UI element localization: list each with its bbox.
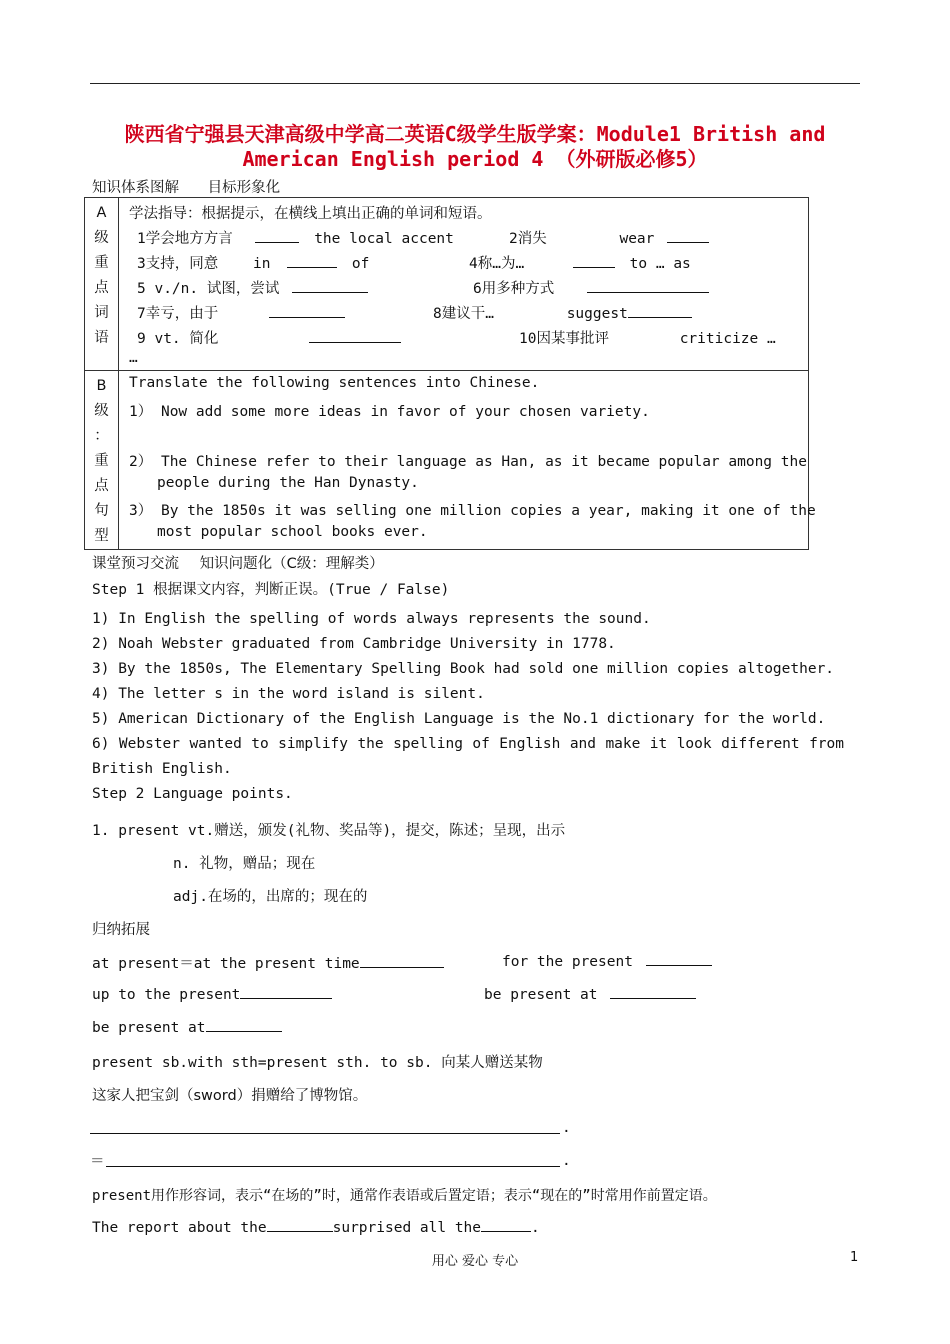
- item-label: 6用多种方式: [473, 281, 555, 297]
- answer-blank[interactable]: [292, 279, 368, 293]
- sentence-2a: 2） The Chinese refer to their language as Han, as it became popular among the: [129, 454, 807, 470]
- point-present-adj: adj.在场的，出席的；现在的: [173, 889, 368, 905]
- sentence-1: 1） Now add some more ideas in favor of your chosen variety.: [129, 404, 650, 420]
- vocab-item-10-cont: …: [129, 350, 138, 366]
- vocab-item-8: [433, 302, 692, 323]
- item-label: 1学会地方方言: [137, 231, 233, 247]
- answer-blank[interactable]: [255, 229, 299, 243]
- answer-blank[interactable]: [269, 304, 345, 318]
- sentence-3b: most popular school books ever.: [157, 524, 428, 540]
- vocab-instruction: 学法指导：根据提示，在横线上填出正确的单词和短语。: [129, 206, 492, 222]
- vocab-item-10: [519, 327, 776, 348]
- list-item: 3) By the 1850s, The Elementary Spelling Book had sold one million copies altogether.: [92, 661, 835, 677]
- side-char: 点: [94, 280, 109, 296]
- row-a-side-label: [85, 198, 119, 371]
- answer-blank[interactable]: [481, 1218, 531, 1232]
- item-label: 5 v./n. 试图，尝试: [137, 281, 280, 297]
- item-label: 10因某事批评: [519, 331, 609, 347]
- step2-heading: Step 2 Language points.: [92, 786, 293, 802]
- sentence-part: The report about the: [92, 1220, 267, 1236]
- point-present-noun: n. 礼物，赠品；现在: [173, 856, 316, 872]
- vocab-item-2: [509, 227, 709, 248]
- phrase-at-present: [92, 952, 444, 973]
- item-hint: of: [351, 256, 370, 272]
- answer-line-2-period: .: [562, 1153, 571, 1169]
- list-item: 4) The letter s in the word island is silent.: [92, 686, 485, 702]
- item-hint: to … as: [629, 256, 691, 272]
- row-b-content: [119, 371, 816, 550]
- title-line-1: 陕西省宁强县天津高级中学高二英语C级学生版学案：Module1 British and: [124, 122, 826, 146]
- phrase-text: up to the present: [92, 987, 241, 1003]
- sentence-instruction: Translate the following sentences into Chinese.: [129, 375, 540, 391]
- phrase-text: be present at: [92, 1020, 206, 1036]
- side-char: 句: [94, 503, 109, 519]
- sentence-part: surprised all the: [332, 1220, 482, 1236]
- item-label: 7幸亏，由于: [137, 306, 219, 322]
- sentence-part: .: [531, 1220, 540, 1236]
- answer-line-2-equals: ＝: [90, 1154, 105, 1170]
- list-item: 6) Webster wanted to simplify the spelling of English and make it look different from: [92, 736, 844, 752]
- item-hint: suggest: [566, 306, 628, 322]
- sentence-3a: 3） By the 1850s it was selling one million copies a year, making it one of the: [129, 503, 816, 519]
- answer-blank[interactable]: [240, 985, 332, 999]
- side-char: A: [96, 205, 107, 221]
- side-char: 词: [94, 305, 109, 321]
- row-b-side-label: [85, 371, 119, 550]
- row-a-content: [119, 198, 809, 371]
- page-title: [90, 122, 860, 172]
- answer-blank[interactable]: [610, 985, 696, 999]
- item-label: 2消失: [509, 231, 547, 247]
- page-footer: 用心 爱心 专心: [431, 1254, 519, 1269]
- answer-blank[interactable]: [309, 329, 401, 343]
- sentence-2b: people during the Han Dynasty.: [157, 475, 419, 491]
- side-char: ：: [94, 428, 109, 444]
- side-char: 重: [94, 453, 109, 469]
- phrase-up-to: [92, 985, 332, 1003]
- side-char: 级: [94, 403, 109, 419]
- table-row-b: [85, 371, 809, 550]
- item-label: 3支持，同意: [137, 256, 219, 272]
- side-char: 语: [94, 330, 109, 346]
- list-item: 1) In English the spelling of words always represents the sound.: [92, 611, 651, 627]
- phrase-be-present-at-1: [484, 985, 696, 1003]
- vocab-item-5: [137, 277, 368, 298]
- answer-blank[interactable]: [646, 952, 712, 966]
- answer-line-1[interactable]: [90, 1133, 560, 1134]
- phrase-text: at present＝at the present time: [92, 956, 360, 972]
- top-rule: [90, 83, 860, 84]
- phrase-text: be present at: [484, 987, 598, 1003]
- item-label: 8建议干…: [433, 306, 494, 322]
- answer-blank[interactable]: [287, 254, 337, 268]
- adjective-usage-note: present用作形容词，表示“在场的”时，通常作表语或后置定语；表示“现在的”时常用作前置定语。: [92, 1188, 717, 1204]
- title-line-2: American English period 4 （外研版必修5）: [242, 147, 708, 171]
- phrase-text: for the present: [502, 954, 633, 970]
- answer-blank[interactable]: [628, 304, 692, 318]
- phrase-be-present-at-2: [92, 1018, 282, 1036]
- item-hint: the local accent: [314, 231, 454, 247]
- translate-prompt: 这家人把宝剑（sword）捐赠给了博物馆。: [92, 1088, 368, 1104]
- section-sub: 知识问题化（C级：理解类）: [199, 556, 384, 572]
- answer-blank[interactable]: [267, 1218, 333, 1232]
- item-hint: criticize …: [679, 331, 776, 347]
- summary-heading: 归纳拓展: [92, 922, 150, 938]
- list-item-cont: British English.: [92, 761, 232, 777]
- list-item: 2) Noah Webster graduated from Cambridge University in 1778.: [92, 636, 616, 652]
- vocab-item-9: [137, 327, 401, 348]
- section-label: 知识体系图解: [92, 180, 179, 196]
- item-label: 4称…为…: [469, 256, 525, 272]
- list-item: 5) American Dictionary of the English Language is the No.1 dictionary for the world.: [92, 711, 826, 727]
- answer-blank[interactable]: [587, 279, 709, 293]
- side-char: 型: [94, 528, 109, 544]
- side-char: 点: [94, 478, 109, 494]
- item-hint: in: [252, 256, 271, 272]
- section-label: 课堂预习交流: [92, 556, 179, 572]
- vocab-item-1: [137, 227, 454, 248]
- vocab-item-4: [469, 252, 691, 273]
- answer-line-1-period: .: [562, 1120, 571, 1136]
- item-hint: wear: [619, 231, 655, 247]
- answer-blank[interactable]: [667, 229, 709, 243]
- answer-blank[interactable]: [573, 254, 615, 268]
- phrase-present-with: present sb.with sth=present sth. to sb. 向某人赠送某物: [92, 1055, 543, 1071]
- page-number: 1: [850, 1250, 859, 1265]
- vocab-item-3: [137, 252, 369, 273]
- point-present: 1. present vt.赠送，颁发(礼物、奖品等)，提交，陈述；呈现，出示: [92, 823, 566, 839]
- vocab-item-7: [137, 302, 345, 323]
- answer-line-2[interactable]: [106, 1166, 560, 1167]
- phrase-for-present: [502, 952, 712, 970]
- vocab-item-6: [473, 277, 709, 298]
- section-knowledge-system: [92, 176, 280, 197]
- section-preview: [92, 552, 384, 573]
- item-label: 9 vt. 简化: [137, 331, 219, 347]
- vocab-table: [84, 197, 816, 550]
- section-sub: 目标形象化: [207, 180, 281, 196]
- report-sentence: [92, 1218, 540, 1236]
- side-char: B: [96, 378, 107, 394]
- side-char: 级: [94, 230, 109, 246]
- table-row-a: [85, 198, 809, 371]
- side-char: 重: [94, 255, 109, 271]
- answer-blank[interactable]: [206, 1018, 282, 1032]
- answer-blank[interactable]: [360, 954, 444, 968]
- step1-heading: Step 1 根据课文内容，判断正误。(True / False): [92, 582, 450, 598]
